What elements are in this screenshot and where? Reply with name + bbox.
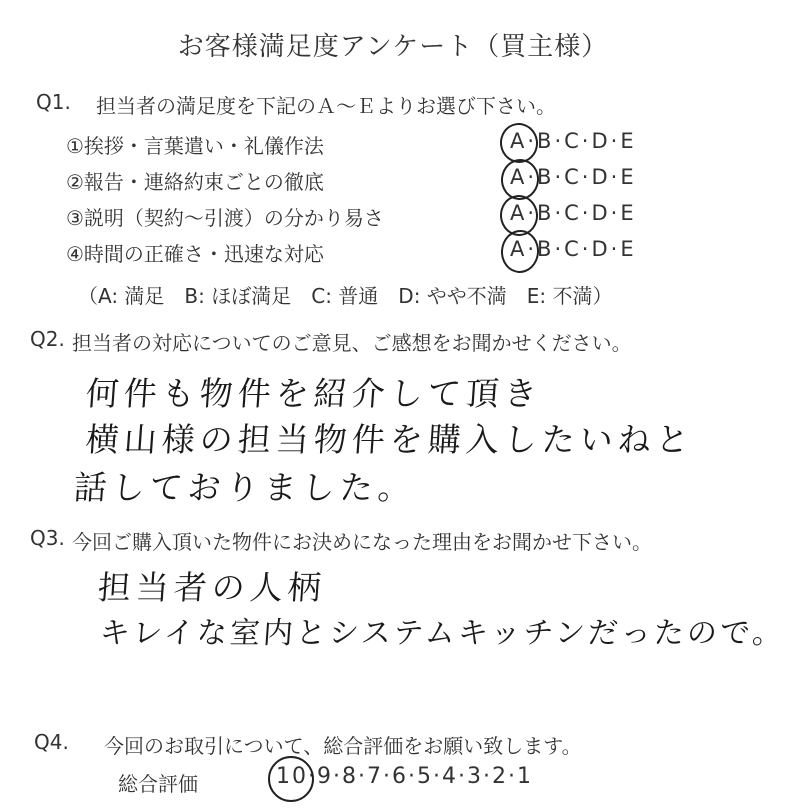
q1-item-4-label: ④時間の正確さ・迅速な対応 [66,242,324,266]
circle-mark-icon [500,229,541,275]
option-a-selected[interactable]: A [510,201,528,225]
rating-3[interactable]: 3 [467,764,483,789]
q1-label: Q1. [36,90,71,114]
q4-rating-label: 総合評価 [118,772,198,796]
rating-6[interactable]: 6 [392,764,408,789]
rating-7[interactable]: 7 [367,764,383,789]
rating-2[interactable]: 2 [492,764,508,789]
q3-label: Q3. [30,526,65,550]
q2-answer-line-1: 何件も物件を紹介して頂き [84,374,544,413]
option-others[interactable]: ·B·C·D·E [527,237,637,261]
option-a-selected[interactable]: A [510,129,528,153]
rating-10[interactable]: 10 [276,764,308,789]
q2-answer-line-3: 話しておりました。 [72,468,418,507]
rating-1[interactable]: 1 [517,764,533,789]
q1-item-3-label: ③説明（契約～引渡）の分かり易さ [66,206,384,230]
rating-8[interactable]: 8 [342,764,358,789]
option-a-selected[interactable]: A [510,165,528,189]
q3-answer-line-1: 担当者の人柄 [96,568,328,607]
q1-item-2-label: ②報告・連絡約束ごとの徹底 [66,170,324,194]
q2-answer-line-2: 横山様の担当物件を購入したいねと [84,420,696,459]
circle-mark-icon [268,756,314,802]
rating-9[interactable]: 9 [317,764,333,789]
q4-question: 今回のお取引について、総合評価をお願い致します。 [104,734,582,758]
option-others[interactable]: ·B·C·D·E [527,165,637,189]
q3-answer-line-2: キレイな室内とシステムキッチンだったので。 [98,616,786,651]
q4-rating-scale: 10·9·8·7·6·5·4·3·2·1 [276,764,533,789]
q1-item-1-label: ①挨拶・言葉遣い・礼儀作法 [66,134,324,158]
page-title: お客様満足度アンケート（買主様） [177,32,609,62]
q1-question: 担当者の満足度を下記のＡ～Ｅよりお選び下さい。 [96,94,556,118]
q2-question: 担当者の対応についてのご意見、ご感想をお聞かせください。 [72,331,632,355]
q1-legend: （A: 満足 B: ほぼ満足 C: 普通 D: やや不満 E: 不満） [78,284,613,308]
q4-label: Q4. [34,730,69,754]
option-others[interactable]: ·B·C·D·E [527,129,637,153]
q2-label: Q2. [30,327,65,351]
q3-question: 今回ご購入頂いた物件にお決めになった理由をお聞かせ下さい。 [72,530,652,554]
option-a-selected[interactable]: A [510,237,528,261]
option-others[interactable]: ·B·C·D·E [527,201,637,225]
rating-5[interactable]: 5 [417,764,433,789]
rating-4[interactable]: 4 [442,764,458,789]
